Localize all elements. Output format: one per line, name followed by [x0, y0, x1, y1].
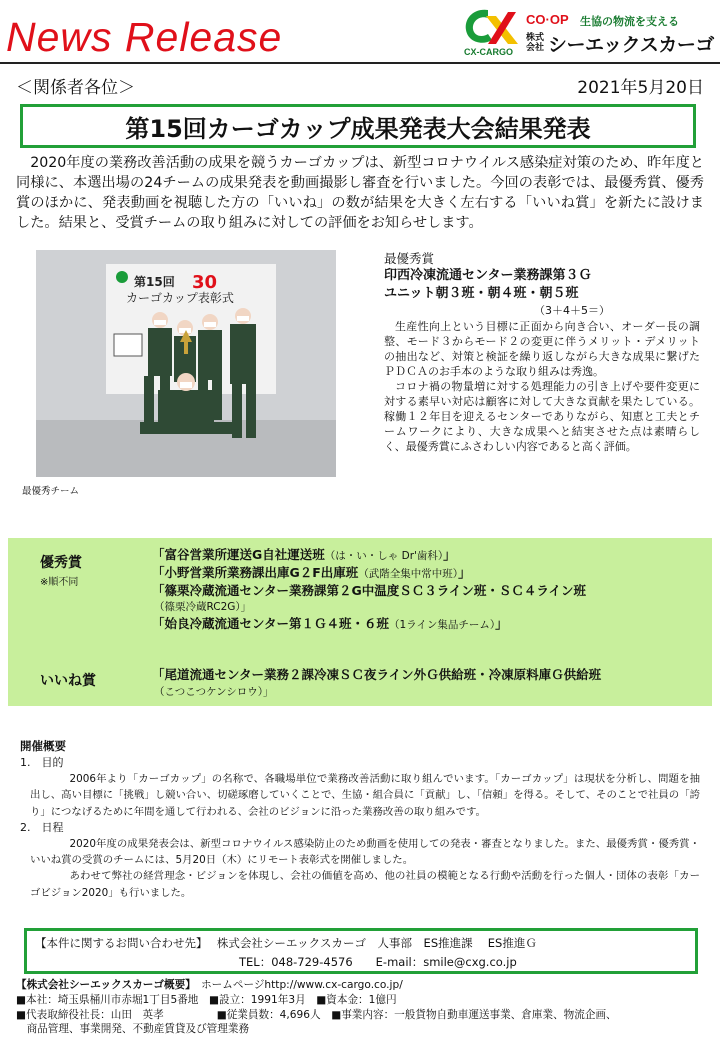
logo-kabushiki: 株式会社 [526, 33, 545, 53]
grand-prize-section [384, 250, 700, 454]
photo-banner-30: 30 [192, 272, 218, 293]
intro-paragraph: 2020年度の業務改善活動の成果を競うカーゴカップは、新型コロナウイルス感染症対策のため、昨年度と同様に、本選出場の24チームの成果発表を動画撮影し審査を行いました。今回の表彰では、最優秀賞、優秀賞のほかに、発表動画を視聴した方の「いいね」の数が結果を大きく左右する「いいね賞」を新たに設けました。結果と、受賞チームの取り組みに対しての評価をお知らせします。 [16, 155, 704, 231]
news-release-title: News Release [6, 14, 283, 60]
contact-phone-email[interactable]: TEL：048-729-4576 E-mail：smile@cxg.co.jp [239, 955, 517, 969]
like-prize-label: いいね賞 [40, 673, 96, 689]
company-overview-heading: 【株式会社シーエックスカーゴ概要】 [16, 979, 191, 991]
company-overview [16, 978, 716, 1037]
photo-caption: 最優秀チーム [22, 486, 80, 497]
company-info-row-3: 商品管理、事業開発、不動産賃貸及び管理業務 [16, 1023, 250, 1036]
excellence-team-2: 「小野営業所業務課出庫G２F出庫班（武階全集中常中班）」 [152, 564, 471, 580]
release-date: 2021年5月20日 [577, 78, 704, 98]
photo-event-sign: カーゴカップ表彰式 [126, 291, 234, 305]
outline-schedule-body-2: あわせて弊社の経営理念・ビジョンを体現し、会社の価値を高め、他の社員の模範となる行動や活動を行った個人・団体の表彰「カーゴビジョン2020」も行いました。 [30, 870, 700, 899]
event-outline [20, 738, 700, 901]
like-prize-team-nickname: （こつこつケンシロウ）」 [154, 685, 274, 698]
logo-coop: CO·OP [526, 12, 569, 27]
page-title: 第15回カーゴカップ成果発表大会結果発表 [125, 114, 591, 143]
excellence-order-note: ※順不同 [40, 577, 79, 588]
grand-prize-label: 最優秀賞 [384, 251, 435, 266]
excellence-team-list [152, 547, 708, 634]
outline-purpose-title: 1. 目的 [20, 756, 64, 769]
excellence-team-3: 「篠栗冷蔵流通センター業務課第２G中温度ＳＣ３ライン班・ＳＣ４ライン班 [152, 582, 587, 598]
contact-department: 【本件に関するお問い合わせ先】 株式会社シーエックスカーゴ 人事部 ES推進課 ES推進Ｇ [35, 936, 537, 950]
outline-schedule-title: 2. 日程 [20, 820, 64, 834]
excellence-prize-label: 優秀賞 [40, 555, 82, 571]
addressee: ＜関係者各位＞ [16, 78, 135, 98]
logo-subtext: CX-CARGO [464, 47, 513, 57]
logo-slogan: 生協の物流を支える [580, 15, 679, 28]
logo-company-name: シーエックスカーゴ [548, 34, 714, 56]
title-box [20, 104, 696, 148]
outline-heading: 開催概要 [20, 739, 66, 753]
contact-box [24, 928, 698, 974]
excellence-team-3-nickname: （篠栗冷蔵RC2G）」 [154, 601, 252, 614]
grand-prize-comment-2: コロナ禍の物量増に対する処理能力の引き上げや要件変更に対する素早い対応は顧客に対して大きな貢献を果たしている。稼働１２年目を迎えるセンターでありながら、知恵と工夫とチームワークにより、大きな成果へと結実させた点は素晴らしく、最優秀賞にふさわしい内容であると高く評価。 [384, 380, 700, 453]
company-info-row-1: ■本社：埼玉県桶川市赤堀1丁目5番地 ■設立：1991年3月 ■資本金：1億円 [16, 993, 397, 1006]
cx-logo-icon [462, 6, 520, 50]
team-photo [36, 250, 336, 477]
company-logo [462, 6, 716, 60]
outline-schedule-body-1: 2020年度の成果発表会は、新型コロナウイルス感染防止のため動画を使用しての発表・審査となりました。また、最優秀賞・優秀賞・いいね賞の受賞のチームには、5月20日（木）にリモート表彰式を開催しました。 [30, 837, 700, 867]
header-divider [0, 62, 720, 64]
grand-prize-combo: （3＋4＋5＝） [534, 304, 610, 317]
outline-purpose-body: 2006年より「カーゴカップ」の名称で、各職場単位で業務改善活動に取り組んでいます。「カーゴカップ」は現状を分析し、問題を抽出し、高い目標に「挑戦」し競い合い、切磋琢磨していくことで、生協・組合員に「貢献」し、「信頼」を得る。そして、そのことで社員の「誇り」につなげるために年間を通して行われる、会社のビジョンに沿った業務改善の取り組みです。 [30, 773, 700, 818]
grand-prize-team-line2: ユニット朝３班・朝４班・朝５班 [384, 286, 579, 301]
photo-banner-number: 第15回 [134, 275, 175, 289]
company-homepage-link[interactable]: ホームページhttp://www.cx-cargo.co.jp/ [190, 979, 403, 991]
like-prize-team-name: 「尾道流通センター業務２課冷凍ＳＣ夜ライン外Ｇ供給班・冷凍原料庫Ｇ供給班 [152, 667, 602, 682]
like-prize-team [152, 667, 708, 701]
excellence-team-1: 「富谷営業所運送G自社運送班（は・い・しゃ Dr'歯科）」 [152, 547, 456, 562]
team-photo-illustration [36, 250, 336, 477]
photo-logo-icon [116, 271, 128, 283]
grand-prize-team-line1: 印西冷凍流通センター業務課第３Ｇ [384, 268, 592, 283]
grand-prize-comment-1: 生産性向上という目標に正面から向き合い、オーダー長の調整、モード３からモード２の変更に伴うメリット・デメリットの抽出など、対策と検証を繰り返しながら大きな成果に繋げたＰＤＣＡのお手本のような取り組みは秀逸。 [384, 320, 700, 378]
excellence-team-4: 「始良冷蔵流通センター第１Ｇ４班・６班（1ライン集品チーム）」 [152, 616, 508, 632]
company-info-row-2: ■代表取締役社長：山田 英孝 ■従業員数：4,696人 ■事業内容：一般貨物自動車運送事業、倉庫業、物流企画、 [16, 1008, 617, 1021]
